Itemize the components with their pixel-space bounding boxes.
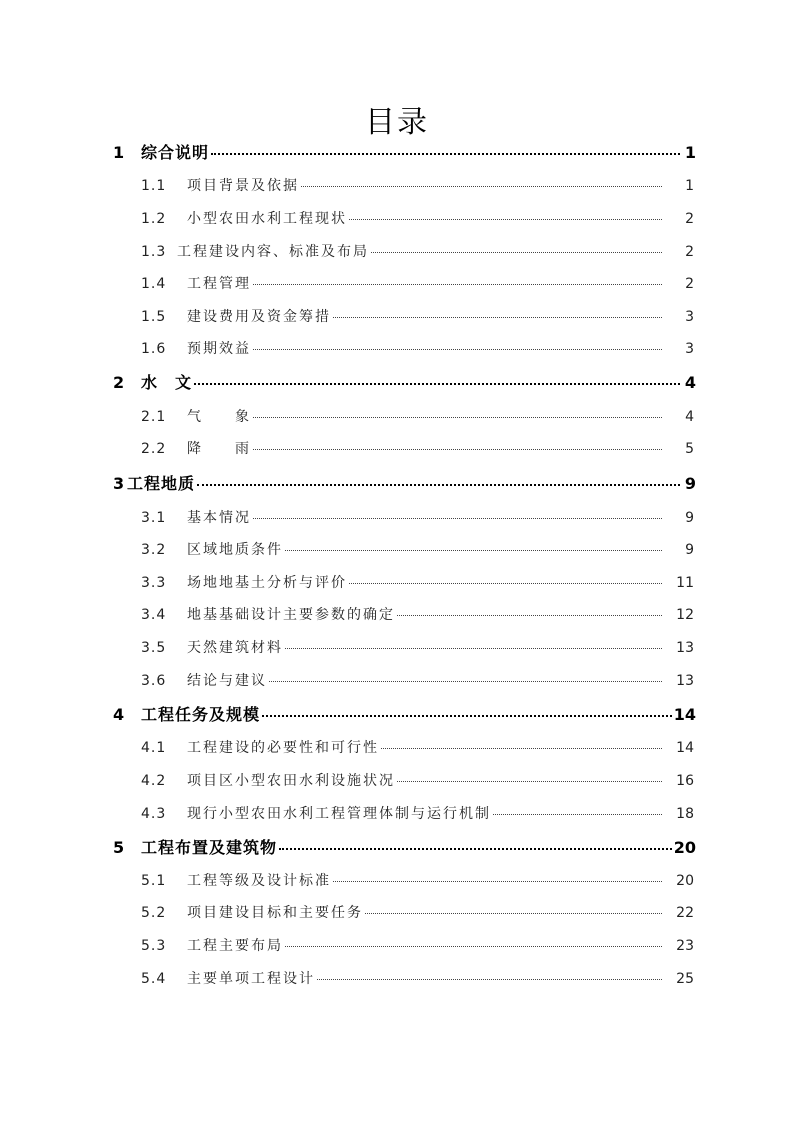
entry-number: 5.4	[141, 971, 167, 987]
entry-page: 2	[685, 244, 694, 260]
dot-leader	[253, 448, 662, 450]
entry-page: 5	[685, 441, 694, 457]
entry-page: 3	[685, 341, 694, 357]
entry-label: 天然建筑材料	[187, 640, 283, 656]
entry-label: 工程主要布局	[187, 938, 283, 954]
entry-number: 1.5	[141, 309, 167, 325]
entry-page: 25	[676, 971, 694, 987]
toc-entry-1-1[interactable]	[141, 175, 694, 197]
toc-entry-4-2[interactable]	[141, 770, 694, 792]
toc-entry-3-1[interactable]	[141, 507, 694, 529]
entry-label: 工程布置及建筑物	[141, 838, 278, 857]
entry-label: 气 象	[187, 409, 251, 425]
toc-entry-5-2[interactable]	[141, 902, 694, 924]
entry-number: 3.5	[141, 640, 167, 656]
toc-entry-3-4[interactable]	[141, 604, 694, 626]
dot-leader	[349, 218, 662, 220]
dot-leader	[493, 813, 662, 815]
dot-leader	[317, 978, 662, 980]
toc-entry-5[interactable]	[113, 836, 696, 860]
dot-leader	[253, 283, 662, 285]
entry-page: 11	[676, 575, 694, 591]
entry-label: 工程任务及规模	[141, 705, 261, 724]
entry-label: 项目背景及依据	[187, 178, 299, 194]
toc-entry-1-2[interactable]	[141, 208, 694, 230]
entry-label: 工程等级及设计标准	[187, 873, 331, 889]
entry-page: 20	[676, 873, 694, 889]
dot-leader	[197, 483, 680, 486]
toc-entry-1-5[interactable]	[141, 306, 694, 328]
toc-entry-5-1[interactable]	[141, 870, 694, 892]
entry-label: 工程管理	[187, 276, 251, 292]
entry-label: 建设费用及资金筹措	[187, 309, 331, 325]
entry-label: 结论与建议	[187, 673, 267, 689]
dot-leader	[269, 680, 662, 682]
entry-number: 4.1	[141, 740, 167, 756]
entry-page: 4	[684, 373, 696, 392]
entry-label: 工程地质	[127, 474, 196, 493]
entry-number: 4.2	[141, 773, 167, 789]
entry-page: 9	[685, 542, 694, 558]
toc-entry-1-3[interactable]	[141, 241, 694, 263]
toc-entry-2-1[interactable]	[141, 406, 694, 428]
dot-leader	[365, 912, 662, 914]
entry-number: 2	[113, 373, 125, 392]
entry-label: 工程建设的必要性和可行性	[187, 740, 379, 756]
entry-label: 现行小型农田水利工程管理体制与运行机制	[187, 806, 491, 822]
entry-label: 项目区小型农田水利设施状况	[187, 773, 395, 789]
entry-number: 2.1	[141, 409, 167, 425]
entry-number: 4	[113, 705, 125, 724]
dot-leader	[381, 747, 662, 749]
dot-leader	[349, 582, 662, 584]
entry-page: 3	[685, 309, 694, 325]
toc-entry-3[interactable]	[113, 472, 696, 496]
dot-leader	[253, 348, 662, 350]
entry-page: 2	[685, 211, 694, 227]
entry-label: 项目建设目标和主要任务	[187, 905, 363, 921]
entry-page: 22	[676, 905, 694, 921]
entry-page: 2	[685, 276, 694, 292]
dot-leader	[279, 847, 672, 850]
entry-label: 地基基础设计主要参数的确定	[187, 607, 395, 623]
toc-entry-4-3[interactable]	[141, 803, 694, 825]
entry-number: 3	[113, 474, 125, 493]
toc-entry-4[interactable]	[113, 703, 696, 727]
toc-title: 目录	[365, 105, 429, 140]
toc-entry-5-4[interactable]	[141, 968, 694, 990]
dot-leader	[285, 647, 662, 649]
entry-number: 5.3	[141, 938, 167, 954]
toc-entry-3-6[interactable]	[141, 670, 694, 692]
entry-label: 区域地质条件	[187, 542, 283, 558]
entry-number: 3.4	[141, 607, 167, 623]
entry-label: 主要单项工程设计	[187, 971, 315, 987]
dot-leader	[211, 152, 680, 155]
dot-leader	[301, 185, 662, 187]
toc-entry-2-2[interactable]	[141, 438, 694, 460]
entry-label: 场地地基土分析与评价	[187, 575, 347, 591]
dot-leader	[371, 251, 662, 253]
entry-page: 13	[676, 640, 694, 656]
entry-page: 23	[676, 938, 694, 954]
entry-label: 工程建设内容、标准及布局	[177, 244, 369, 260]
toc-entry-2[interactable]	[113, 371, 696, 395]
dot-leader	[333, 316, 662, 318]
toc-entry-1[interactable]	[113, 141, 696, 165]
toc-entry-3-2[interactable]	[141, 539, 694, 561]
entry-number: 1.4	[141, 276, 167, 292]
entry-page: 20	[673, 838, 696, 857]
entry-page: 14	[673, 705, 696, 724]
dot-leader	[285, 945, 662, 947]
entry-label: 小型农田水利工程现状	[187, 211, 347, 227]
entry-number: 3.2	[141, 542, 167, 558]
toc-entry-3-5[interactable]	[141, 637, 694, 659]
toc-entry-1-6[interactable]	[141, 338, 694, 360]
entry-page: 14	[676, 740, 694, 756]
entry-number: 5.2	[141, 905, 167, 921]
entry-number: 1.2	[141, 211, 167, 227]
entry-number: 3.1	[141, 510, 167, 526]
entry-page: 4	[685, 409, 694, 425]
entry-page: 9	[684, 474, 696, 493]
toc-entry-1-4[interactable]	[141, 273, 694, 295]
entry-page: 13	[676, 673, 694, 689]
dot-leader	[253, 416, 662, 418]
dot-leader	[397, 780, 662, 782]
entry-number: 4.3	[141, 806, 167, 822]
entry-number: 3.3	[141, 575, 167, 591]
entry-page: 12	[676, 607, 694, 623]
entry-number: 2.2	[141, 441, 167, 457]
dot-leader	[253, 517, 662, 519]
dot-leader	[194, 382, 680, 385]
entry-number: 1.6	[141, 341, 167, 357]
entry-page: 16	[676, 773, 694, 789]
entry-number: 3.6	[141, 673, 167, 689]
entry-page: 9	[685, 510, 694, 526]
entry-number: 1.1	[141, 178, 167, 194]
dot-leader	[285, 549, 662, 551]
entry-label: 基本情况	[187, 510, 251, 526]
entry-number: 1.3	[141, 244, 167, 260]
toc-entry-3-3[interactable]	[141, 572, 694, 594]
dot-leader	[333, 880, 662, 882]
dot-leader	[397, 614, 662, 616]
toc-entry-5-3[interactable]	[141, 935, 694, 957]
entry-label: 水 文	[141, 373, 193, 392]
entry-page: 1	[684, 143, 696, 162]
entry-label: 降 雨	[187, 441, 251, 457]
entry-label: 综合说明	[141, 143, 210, 162]
toc-entry-4-1[interactable]	[141, 737, 694, 759]
entry-page: 18	[676, 806, 694, 822]
entry-number: 1	[113, 143, 125, 162]
entry-number: 5	[113, 838, 125, 857]
dot-leader	[262, 714, 672, 717]
entry-label: 预期效益	[187, 341, 251, 357]
entry-page: 1	[685, 178, 694, 194]
entry-number: 5.1	[141, 873, 167, 889]
